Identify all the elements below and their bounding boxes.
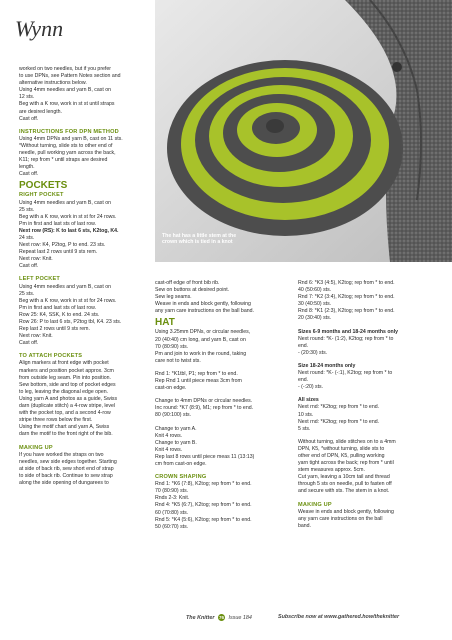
dpn-heading: INSTRUCTIONS FOR DPN METHOD [19, 128, 119, 135]
finish-line: Cut yarn, leaving a 10cm tail and thread [298, 474, 390, 481]
finish-line: yarn tight across the back; rep from * until [298, 460, 394, 467]
stripe-line: Rep last 8 rows until piece meas 11 (13:13) [155, 453, 255, 460]
crown-line: 50 (60:70) sts. [155, 523, 189, 530]
intro-line: Cast off. [19, 115, 39, 122]
size-heading: Sizes 6-9 months and 18-24 months only [298, 328, 399, 335]
dpn-line: length. [19, 164, 35, 171]
all-sizes-line: Next rnd: *K2tog; rep from * to end. [298, 404, 380, 411]
right-pocket-line: Using 4mm needles and yarn B, cast on [19, 199, 111, 206]
change-line: Change to 4mm DPNs or circular needles. [155, 398, 253, 405]
crown-line: 70 (80:90) sts. [155, 488, 189, 495]
col2-line: Weave in ends and block gently, following [155, 301, 251, 308]
attach-line: with the pocket top, and a second 4-row [19, 410, 111, 417]
left-pocket-line: Pm in first and last sts of last row. [19, 304, 96, 311]
stripe-line: Knit 4 rows. [155, 432, 183, 439]
col3-line: Rnd 8: *K1 (2:3), K2tog; rep from * to end. [298, 308, 395, 315]
all-sizes-line: Next rnd: *K2tog; rep from * to end. [298, 418, 380, 425]
attach-line: from outside leg seam. Pin into position. [19, 374, 111, 381]
left-pocket-line: Row 26: P to last 6 sts, P2tog tbl, K4. 23 sts. [19, 319, 122, 325]
col2-line: cast-off edge of front bib rib. [155, 280, 220, 286]
hat-line: Using 3.25mm DPNs, or circular needles, [155, 329, 251, 336]
dpn-line: needle, pull working yarn across the back, [19, 150, 116, 157]
right-pocket-line: Beg with a K row, work in st st for 24 rows. [19, 213, 117, 220]
left-pocket-line: Cast off. [19, 340, 39, 347]
col2-line: Sew leg seams. [155, 294, 192, 301]
size-line: Next round: *K- (-:1), K2tog; rep from * to [298, 370, 393, 377]
col3-line: Rnd 6: *K3 (4:5), K2tog; rep from * to end. [298, 280, 395, 286]
right-pocket-line: Next row: Knit. [19, 256, 53, 263]
dpn-line: *Without turning, slide sts to other end of [19, 142, 113, 149]
left-pocket-line: Next row: Knit. [19, 333, 53, 340]
left-pocket-line: 25 sts. [19, 290, 35, 297]
rib-line: cast-on edge. [155, 385, 187, 392]
size-line: - (-:20) sts. [298, 384, 324, 391]
hat-line: care not to twist sts. [155, 357, 201, 364]
left-pocket-line: Row 25: K4, SSK, K to end. 24 sts. [19, 311, 100, 318]
intro-line: Using 4mm needles and yarn B, cast on [19, 87, 111, 94]
hat-photo [155, 0, 452, 262]
all-sizes-heading: All sizes [298, 397, 319, 404]
col2-line: Sew on buttons at desired point. [155, 287, 230, 294]
making-up-heading: MAKING UP [19, 444, 53, 451]
hat-photo-svg [155, 0, 452, 262]
making-up-line: along the side opening of dungarees to [19, 479, 109, 486]
size-line: - (20:30) sts. [298, 349, 328, 356]
col2-line: any yarn care instructions on the ball band. [155, 308, 254, 315]
crown-line: Rnd 4: *K5 (6:7), K2tog; rep from * to end. [155, 502, 252, 509]
change-line: 80 (90:100) sts. [155, 412, 192, 419]
col3-line: Rnd 7: *K2 (3:4), K2tog; rep from * to end. [298, 294, 395, 301]
column-3 [298, 280, 438, 530]
making-up-line: band. [298, 522, 311, 529]
photo-caption: The hat has a little stem at the crown which is tied in a knot [162, 233, 237, 246]
magazine-name: The Knitter [186, 615, 215, 621]
left-pocket-heading: LEFT POCKET [19, 276, 61, 283]
crown-line: 60 (70:80) sts. [155, 509, 189, 516]
right-pocket-heading: RIGHT POCKET [19, 192, 64, 199]
page-title: Wynn [15, 16, 64, 41]
attach-line: Using the motif chart and yarn A, Swiss [19, 424, 110, 431]
intro-line: worked on two needles, but if you prefer [19, 66, 111, 72]
crown-shaping-heading: CROWN SHAPING [155, 474, 207, 481]
attach-line: stripe three rows below the first. [19, 417, 93, 424]
stripe-line: cm from cast-on edge. [155, 460, 207, 467]
dpn-line: Using 4mm DPNs and yarn B, cast on 11 sts. [19, 135, 123, 142]
column-1 [19, 66, 147, 487]
attach-line: Sew bottom, side and top of pocket edges [19, 381, 116, 388]
left-pocket-line: Using 4mm needles and yarn B, cast on [19, 283, 111, 290]
column-2 [155, 280, 292, 531]
page-number: 76 [218, 615, 224, 620]
stripe-line: Change to yarn A. [155, 425, 197, 432]
finish-line: Without turning, slide stitches on to a 4mm [298, 438, 396, 445]
attach-line: Using yarn A and photos as a guide, Swiss [19, 395, 118, 402]
attach-heading: TO ATTACH POCKETS [19, 353, 83, 360]
hat-line: 20 (40:40) cm long, and yarn B, cast on [155, 336, 246, 343]
intro-line: 12 sts. [19, 94, 35, 101]
all-sizes-line: 10 sts. [298, 411, 314, 418]
attach-line: darn the motif to the front right of the bib. [19, 431, 113, 438]
making-up-line: at side of back rib, sew short end of strap [19, 465, 114, 472]
pockets-heading: POCKETS [19, 180, 68, 192]
finish-line: and secure with sts. The stem in a knot. [298, 488, 390, 495]
making-up-line: Weave in ends and block gently, following [298, 508, 394, 515]
issue-number: Issue 184 [228, 615, 252, 621]
left-pocket-line: Rep last 2 rows until 9 sts rem. [19, 326, 90, 333]
size-line: end. [298, 377, 309, 384]
right-pocket-line: Next row (RS): K to last 6 sts, K2tog, K4. [19, 227, 119, 234]
attach-line: darn (duplicate stitch) a 4-row stripe, level [19, 403, 116, 410]
intro-line: alternative instructions below. [19, 80, 87, 87]
dpn-line: K11; rep from * until straps are desired [19, 157, 108, 164]
right-pocket-line: 25 sts. [19, 206, 35, 213]
size-heading: Size 18-24 months only [298, 362, 356, 369]
stripe-line: Knit 4 rows. [155, 446, 183, 453]
right-pocket-line: 24 sts. [19, 234, 35, 241]
size-line: end. [298, 342, 309, 349]
finish-line: through 5 sts on needle, pull to fasten off [298, 481, 392, 488]
attach-line: to leg, leaving the diagonal edge open. [19, 388, 109, 395]
right-pocket-line: Next row: K4, P2tog, P to end. 23 sts. [19, 242, 106, 249]
crown-line: Rnds 2-3: Knit. [155, 495, 190, 502]
subscribe-link[interactable]: Subscribe now at www.gathered.how/theknitter [278, 614, 400, 620]
col3-line: 20 (30:40) sts. [298, 315, 332, 322]
making-up-line: needles, sew side edges together. Starting [19, 458, 117, 465]
intro-line: are desired length. [19, 108, 62, 115]
intro-line: to use DPNs, see Pattern Notes section and [19, 73, 121, 80]
col3-line: 30 (40:50) sts. [298, 301, 332, 308]
right-pocket-line: Pm in first and last sts of last row. [19, 220, 96, 227]
left-pocket-line: Beg with a K row, work in st st for 24 rows. [19, 297, 117, 304]
making-up-line: If you have worked the straps on two [19, 451, 104, 458]
finish-line: DPN, K5, *without turning, slide sts to [298, 445, 385, 452]
making-up-heading: MAKING UP [298, 501, 332, 508]
all-sizes-line: 5 sts. [298, 425, 311, 432]
crown-line: Rnd 5: *K4 (5:6), K2tog; rep from * to end. [155, 516, 252, 523]
intro-line: Beg with a K row, work in st st until straps [19, 101, 115, 108]
attach-line: markers and position pocket approx. 3cm [19, 367, 114, 374]
hat-line: Pm and join to work in the round, taking [155, 350, 247, 357]
making-up-line: to side of back rib. Continue to sew strap [19, 472, 113, 479]
size-line: Next round: *K- (1:2), K2tog; rep from * to [298, 335, 394, 342]
making-up-line: any yarn care instructions on the ball [298, 515, 383, 522]
change-line: Inc round: *K7 (8:9), M1; rep from * to end. [155, 405, 254, 412]
hat-heading: HAT [155, 317, 175, 329]
right-pocket-line: Cast off. [19, 263, 39, 270]
right-pocket-line: Repeat last 2 rows until 9 sts rem. [19, 249, 98, 256]
col3-line: 40 (50:60) sts. [298, 287, 332, 294]
attach-line: Align markers at front edge with pocket [19, 360, 109, 367]
crown-line: Rnd 1: *K6 (7:8), K2tog; rep from * to end. [155, 481, 252, 488]
finish-line: other end of DPN, K5, pulling working [298, 452, 385, 459]
dpn-line: Cast off. [19, 171, 39, 178]
footer-magazine [186, 614, 252, 621]
finish-line: stem measures approx. 5cm. [298, 467, 365, 474]
hat-line: 70 (80:90) sts. [155, 343, 189, 350]
rib-line: Rnd 1: *K1tbl, P1; rep from * to end. [155, 370, 238, 377]
stripe-line: Change to yarn B. [155, 439, 197, 446]
rib-line: Rep Rnd 1 until piece meas 3cm from [155, 378, 242, 385]
